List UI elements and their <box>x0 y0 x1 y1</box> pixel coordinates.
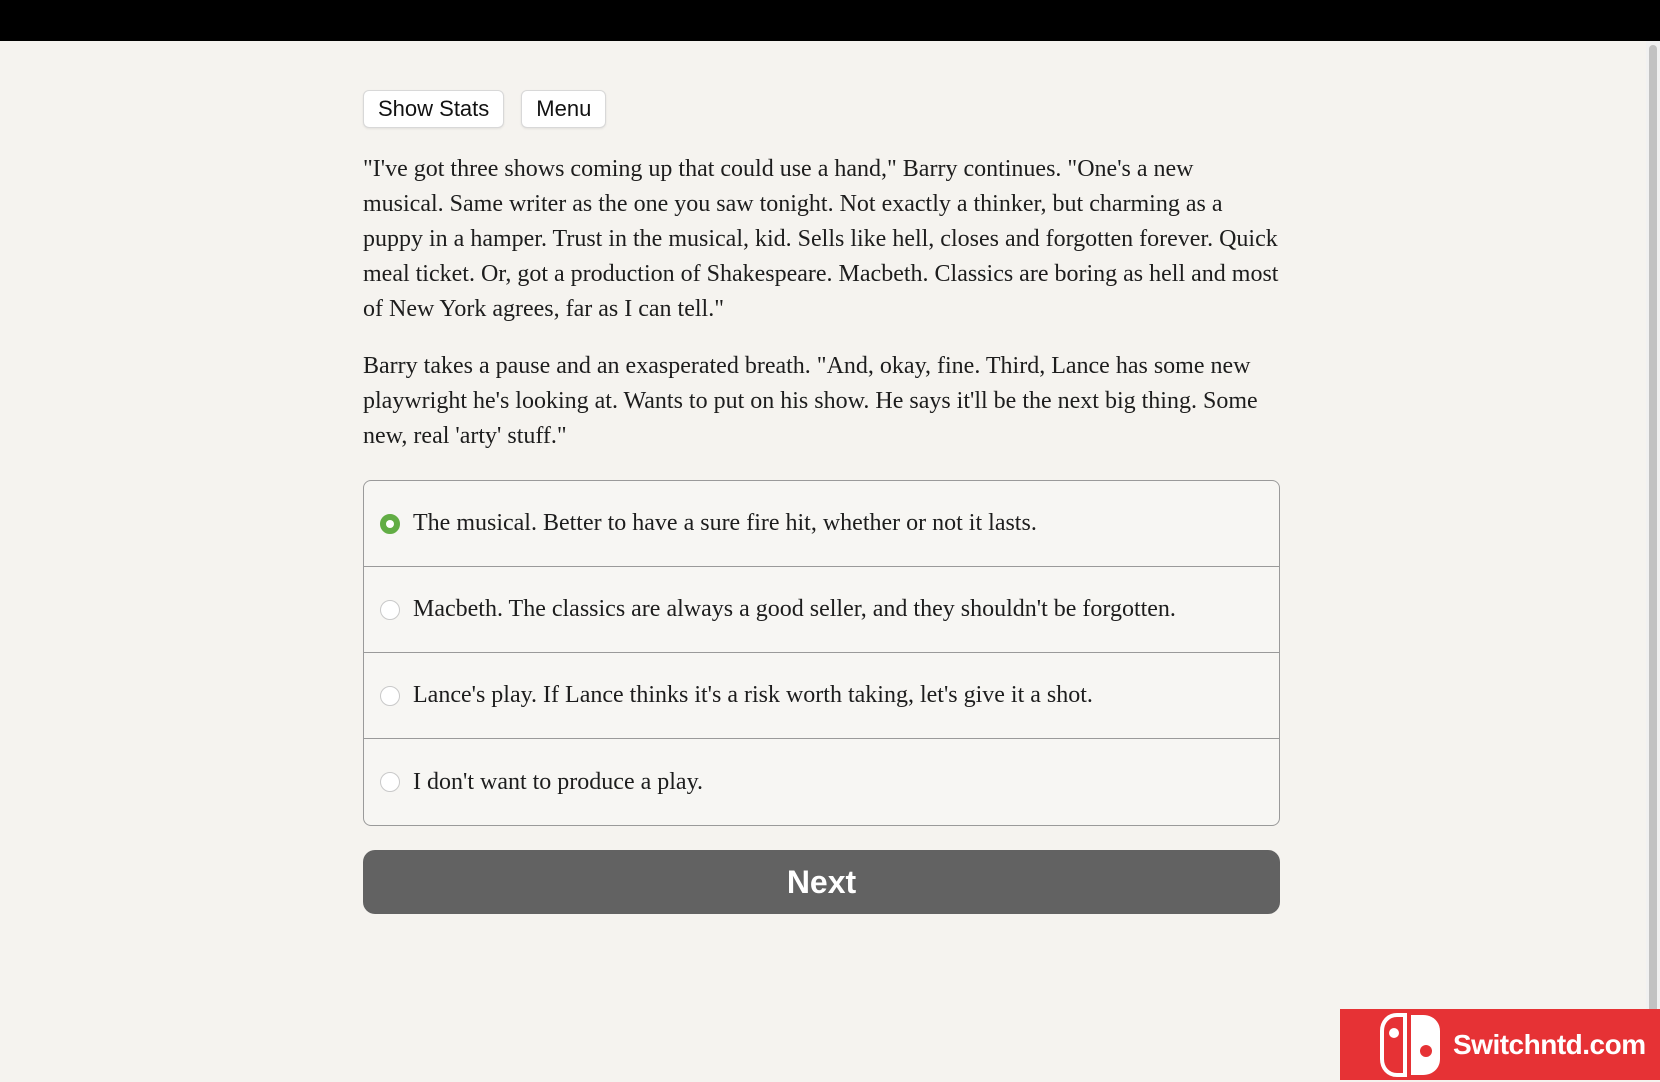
scrollbar-thumb[interactable] <box>1649 45 1657 1045</box>
radio-button[interactable] <box>380 514 400 534</box>
nintendo-switch-logo-icon <box>1379 1013 1443 1077</box>
choice-label: Macbeth. The classics are always a good seller, and they shouldn't be forgotten. <box>413 596 1176 622</box>
watermark-banner <box>1340 1009 1660 1080</box>
choice-label: The musical. Better to have a sure fire hit, whether or not it lasts. <box>413 510 1037 536</box>
watermark-text: Switchntd.com <box>1453 1028 1646 1060</box>
story-text <box>363 152 1280 454</box>
menu-button[interactable]: Menu <box>521 90 606 128</box>
choice-option-no-play[interactable] <box>364 739 1279 825</box>
game-content <box>363 90 1280 914</box>
radio-button[interactable] <box>380 772 400 792</box>
choice-list <box>363 480 1280 826</box>
choice-option-musical[interactable] <box>364 481 1279 567</box>
top-bar <box>0 0 1660 41</box>
choice-label: Lance's play. If Lance thinks it's a risk worth taking, let's give it a shot. <box>413 682 1093 708</box>
choice-option-lances-play[interactable] <box>364 653 1279 739</box>
choice-label: I don't want to produce a play. <box>413 768 704 795</box>
toolbar <box>363 90 1280 128</box>
story-paragraph: Barry takes a pause and an exasperated breath. "And, okay, fine. Third, Lance has some new playwright he's looking at. Wants to put on his show. He says it'll be the next big thing. Some new, real 'arty' stuff." <box>363 353 1258 449</box>
radio-button[interactable] <box>380 600 400 620</box>
choice-option-macbeth[interactable] <box>364 567 1279 653</box>
story-paragraph: "I've got three shows coming up that could use a hand," Barry continues. "One's a new musical. Same writer as the one you saw tonight. Not exactly a thinker, but charming as a puppy in a hamper. Trust in the musical, kid. Sells like hell, closes and forgotten forever. Quick meal ticket. Or, got a production of Shakespeare. Macbeth. Classics are boring as hell and most of New York agrees, far as I can tell." <box>363 156 1279 322</box>
show-stats-button[interactable]: Show Stats <box>363 90 504 128</box>
radio-button[interactable] <box>380 686 400 706</box>
next-button[interactable]: Next <box>363 850 1280 914</box>
vertical-scrollbar[interactable] <box>1646 41 1660 1080</box>
